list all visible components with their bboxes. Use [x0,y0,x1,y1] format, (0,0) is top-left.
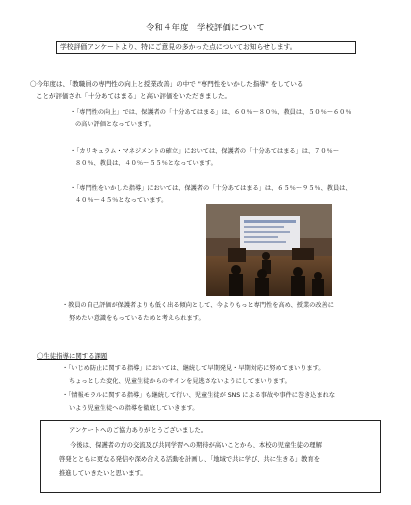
bullet-2-line-2: ８０％、教員は、４０％～５５％となっています。 [75,160,217,167]
closing-line-3: 啓発とともに更なる発信や深め合える活動を計画し、「地域で共に学び、共に生きる」教育を [59,456,321,463]
section-bullet-2-line-1: ・「情報モラルに関する指導」も継続して行い、児童生徒が SNS による事故や事件に巻き込まれな [62,392,336,399]
closing-thanks: アンケートへのご協力ありがとうございました。 [69,427,208,434]
closing-line-2: 今後は、保護者の方の交流及び共同学習への期待が高いことから、本校の児童生徒の理解 [70,442,322,449]
section-bullet-1-line-2: ちょっとした変化、児童生徒からのサインを見逃さないようにしてまいります。 [69,378,291,385]
bullet-4-line-1: ・教員の自己評価が保護者よりも低く出る傾向として、今よりもっと専門性を高め、授業の改善に [62,302,334,309]
page-title: 令和４年度 学校評価について [146,22,265,32]
bullet-2-line-1: ・「カリキュラム・マネジメントの確立」においては、保護者の「十分あてはまる」は、７０％～ [70,148,339,155]
bullet-1-line-2: の高い評価となっています。 [75,121,155,128]
bullet-1-line-1: ・「専門性の向上」では、保護者の「十分あてはまる」は、６０％～８０％、教員は、５０％～６０％ [70,109,352,116]
bullet-3-line-2: ４０％～４５％となっています。 [75,197,168,204]
section-heading: 〇生徒指導に関する課題 [37,352,108,360]
closing-box [40,420,381,493]
bullet-4-line-2: 努めたい意識をもっているためと考えられます。 [69,315,205,322]
intro-line-2: ことが評価され「十分あてはまる」と高い評価をいただきました。 [36,92,231,100]
bullet-3-line-1: ・「専門性をいかした指導」においては、保護者の「十分あてはまる」は、６５％～９５％、教員は、 [70,185,352,192]
section-bullet-2-line-2: いよう児童生徒への指導を徹底していきます。 [69,405,199,412]
classroom-photo-illustration [206,204,332,296]
section-bullet-1-line-1: ・「いじめ防止に関する指導」においては、継続して早期発見・早期対応に努めてまいります。 [62,365,325,372]
intro-line-1: 〇今年度は、「教職員の専門性の向上と授業改善」の中で "専門性をいかした指導" をしている [30,80,304,88]
closing-line-4: 推進していきたいと思います。 [59,470,147,477]
classroom-photo [206,204,332,296]
notice-box: 学校評価アンケートより、特にご意見の多かった点についてお知らせします。 [56,41,356,54]
